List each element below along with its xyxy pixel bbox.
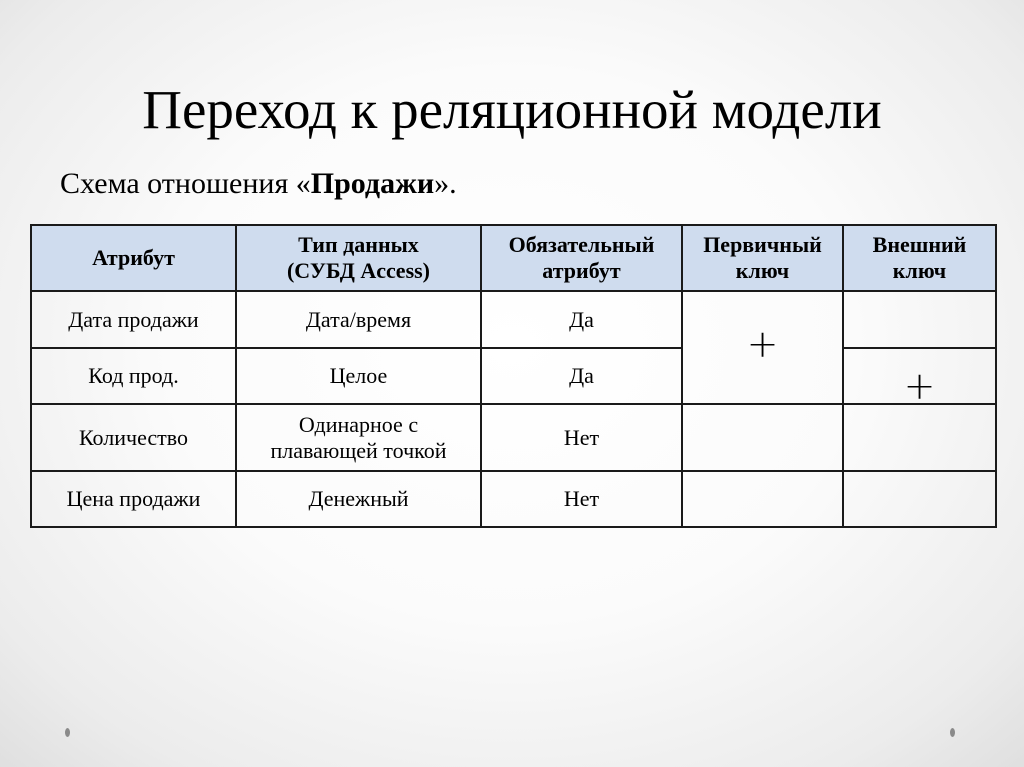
header-label: Первичный bbox=[703, 232, 822, 257]
header-label: Обязательный bbox=[508, 232, 655, 257]
cell-primary-key bbox=[682, 404, 843, 471]
header-foreign-key bbox=[843, 225, 996, 291]
decorative-dot-right bbox=[950, 728, 955, 737]
subtitle-suffix: ». bbox=[434, 167, 457, 200]
cell-attribute: Дата продажи bbox=[31, 291, 236, 348]
header-label: ключ bbox=[735, 258, 790, 283]
table-row bbox=[31, 404, 996, 471]
slide-title: Переход к реляционной модели bbox=[142, 79, 882, 140]
cell-data-type bbox=[236, 404, 481, 471]
table-header-row bbox=[31, 225, 996, 291]
cell-foreign-key bbox=[843, 348, 996, 408]
table-row bbox=[31, 348, 996, 404]
cell-foreign-key bbox=[843, 471, 996, 527]
subtitle-prefix: Схема отношения « bbox=[60, 167, 311, 200]
table-row bbox=[31, 291, 996, 348]
header-label: (СУБД Access) bbox=[286, 258, 431, 283]
cell-foreign-key bbox=[843, 404, 996, 471]
cell-foreign-key bbox=[843, 291, 996, 348]
decorative-dot-left bbox=[65, 728, 70, 737]
subtitle bbox=[60, 166, 457, 202]
cell-attribute: Количество bbox=[31, 404, 236, 471]
header-label: Тип данных bbox=[298, 232, 419, 257]
cell-data-type: Дата/время bbox=[236, 291, 481, 348]
plus-mark: + bbox=[746, 321, 779, 366]
header-label: атрибут bbox=[542, 258, 621, 283]
cell-required: Да bbox=[481, 348, 682, 404]
cell-required: Нет bbox=[481, 404, 682, 471]
cell-required: Да bbox=[481, 291, 682, 348]
cell-data-type: Денежный bbox=[236, 471, 481, 527]
cell-data-type: Целое bbox=[236, 348, 481, 404]
type-line: плавающей точкой bbox=[270, 437, 447, 463]
cell-required: Нет bbox=[481, 471, 682, 527]
relation-name: Продажи bbox=[310, 167, 435, 200]
cell-attribute: Код прод. bbox=[31, 348, 236, 404]
cell-primary-key-merged bbox=[682, 291, 843, 404]
type-line: Одинарное с bbox=[298, 411, 419, 437]
header-label: ключ bbox=[892, 258, 947, 283]
header-required bbox=[481, 225, 682, 291]
header-attribute bbox=[31, 225, 236, 291]
header-data-type bbox=[236, 225, 481, 291]
relation-schema-table bbox=[30, 224, 997, 528]
header-label: Внешний bbox=[872, 232, 967, 257]
cell-primary-key bbox=[682, 471, 843, 527]
header-primary-key bbox=[682, 225, 843, 291]
table-row bbox=[31, 471, 996, 527]
header-label: Атрибут bbox=[92, 245, 175, 270]
plus-mark: + bbox=[903, 364, 936, 408]
cell-attribute: Цена продажи bbox=[31, 471, 236, 527]
